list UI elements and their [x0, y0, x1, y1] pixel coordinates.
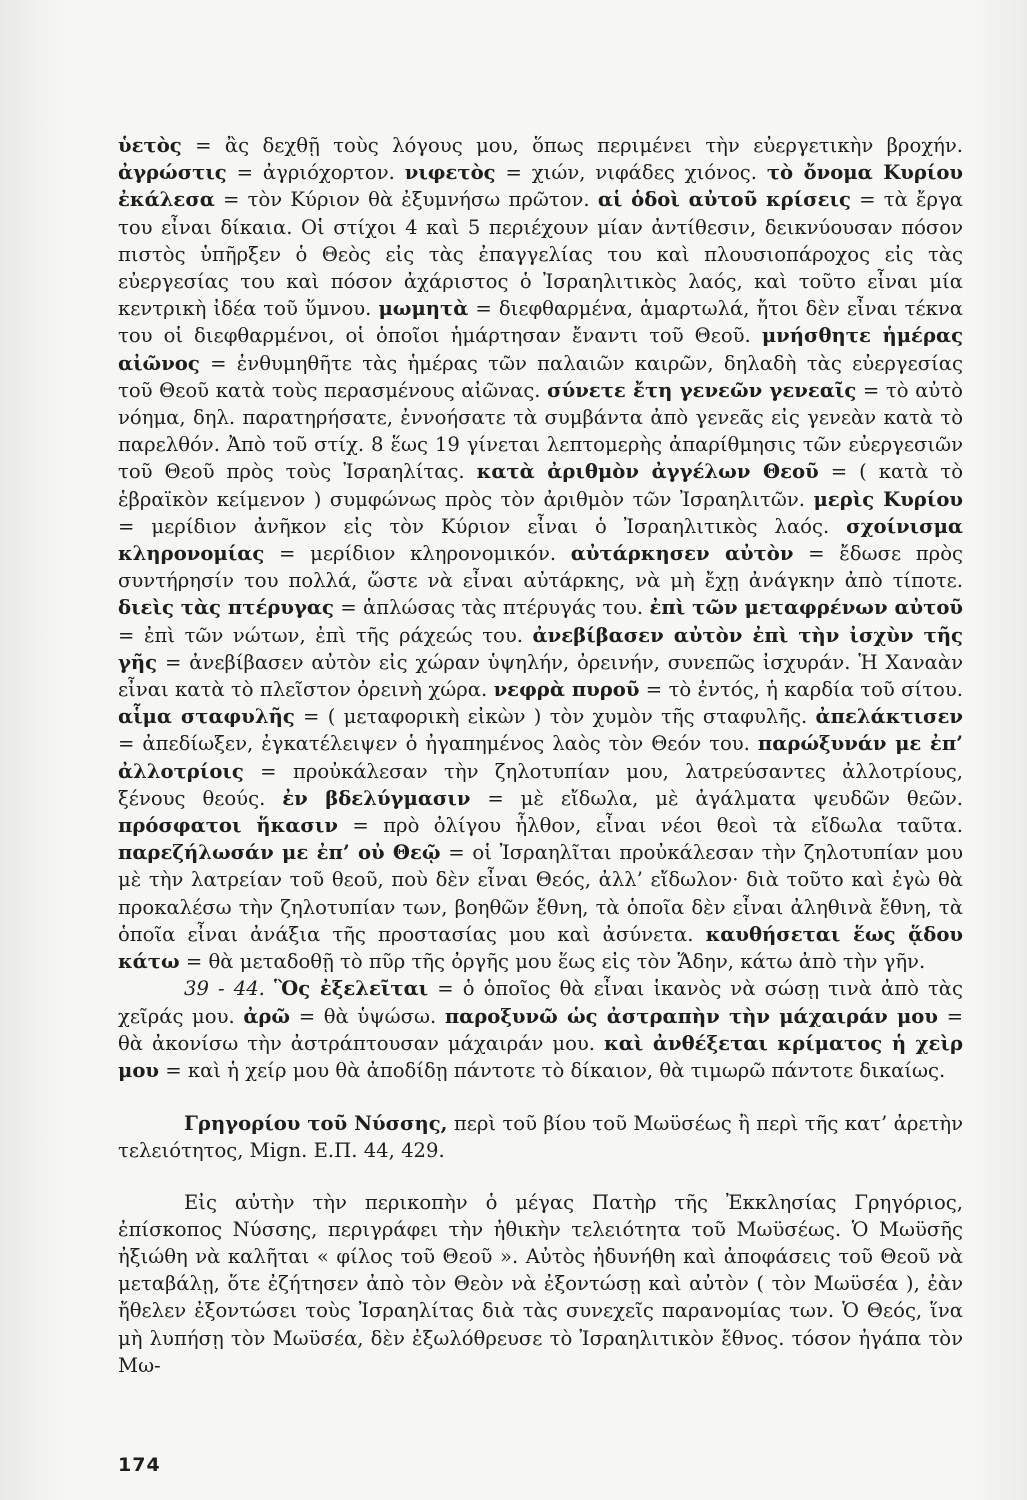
bold-lemma: διεὶς τὰς πτέρυγας: [118, 596, 334, 620]
bold-lemma: ὑετὸς: [118, 134, 182, 157]
bold-lemma: ἐπὶ τῶν μεταφρένων αὐτοῦ: [649, 596, 963, 620]
text-run: = χιών, νιφάδες χιόνος.: [495, 161, 767, 185]
bold-lemma: ἀνεβίβασεν αὐτὸν ἐπὶ τὴν ἰσχὺν τῆς γῆς: [118, 623, 963, 674]
bold-lemma: κατὰ ἀριθμὸν ἀγγέλων Θεοῦ: [476, 460, 819, 484]
bold-lemma: παροξυνῶ ὡς ἀστραπὴν τὴν μάχαιράν μου: [444, 1004, 938, 1028]
page-number: 174: [118, 1454, 161, 1476]
bold-lemma: νεφρὰ πυροῦ: [493, 678, 640, 702]
bold-lemma: Γρηγορίου τοῦ Νύσσης,: [184, 1112, 448, 1136]
text-run: = θὰ ἀκονίσω τὴν ἀστράπτουσαν μάχαιράν μου.: [118, 1004, 964, 1055]
text-run: = ἔδωσε πρὸς συντήρησίν του πολλά, ὥστε νὰ εἶναι αὐτάρκης, νὰ μὴ ἔχῃ ἀνάγκην ἀπὸ τίποτε.: [118, 542, 963, 593]
bold-lemma: καυθήσεται ἕως ᾅδου κάτω: [118, 922, 963, 974]
commentary-paragraph: [118, 132, 963, 975]
bold-lemma: τὸ ὄνομα Κυρίου ἐκάλεσα: [118, 161, 963, 212]
bold-lemma: αἷμα σταφυλῆς: [118, 705, 295, 729]
text-run: = ἀπεδίωξεν, ἐγκατέλειψεν ὁ ἠγαπημένος λαὸς τὸν Θεόν του.: [118, 732, 758, 756]
bold-lemma: ἀπελάκτισεν: [815, 705, 963, 729]
text-run: = ἐνθυμηθῆτε τὰς ἡμέρας τῶν παλαιῶν καιρῶν, δηλαδὴ τὰς εὐεργεσίας τοῦ Θεοῦ κατὰ τοὺς περασμένους αἰῶνας.: [118, 351, 963, 402]
bold-lemma: μνήσθητε ἡμέρας αἰῶνος: [118, 324, 963, 375]
bold-lemma: ἀγρώστις: [118, 161, 227, 185]
text-run: = τὸ αὐτὸ νόημα, δηλ. παρατηρήσατε, ἐννοήσατε τὰ συμβάντα ἀπὸ γενεᾶς εἰς γενεὰν κατὰ τὸ παρελθόν. Ἀπὸ τοῦ στίχ. 8 ἕως 19 γίνεται λεπτομερὴς ἀπαρίθμησις τῶν εὐεργεσιῶν τοῦ Θεοῦ πρὸς τοὺς Ἰσραηλίτας.: [118, 378, 963, 484]
verses-39-44-paragraph: [118, 975, 963, 1084]
bold-lemma: πρόσφατοι ἥκασιν: [118, 814, 338, 838]
bold-lemma: παρεζήλωσάν με ἐπ’ οὐ Θεῷ: [118, 841, 441, 865]
text-run: = μερίδιον κληρονομικόν.: [264, 542, 571, 566]
text-run: = τὸ ἐντός, ἡ καρδία τοῦ σίτου.: [639, 678, 963, 702]
text-run: = ἀγριόχορτον.: [226, 161, 405, 185]
text-run: = προὐκάλεσαν τὴν ζηλοτυπίαν μου, λατρεύσαντες ἀλλοτρίους, ξένους θεούς.: [118, 759, 963, 810]
text-run: = διεφθαρμένα, ἁμαρτωλά, ἤτοι δὲν εἶναι τέκνα του οἱ διεφθαρμένοι, οἱ ὁποῖοι ἡμάρτησαν ἔναντι τοῦ Θεοῦ.: [118, 297, 963, 348]
bold-lemma: αὐτάρκησεν αὐτὸν: [570, 542, 794, 566]
text-run: = τὸν Κύριον θὰ ἐξυμνήσω πρῶτον.: [214, 188, 598, 212]
bold-lemma: νιφετὸς: [404, 161, 496, 185]
text-run: = θὰ ὑψώσω.: [290, 1004, 445, 1028]
bold-lemma: σχοίνισμα κληρονομίας: [118, 514, 963, 566]
text-run: = τὰ ἔργα του εἶναι δίκαια. Οἱ στίχοι 4 καὶ 5 περιέχουν μίαν ἀντίθεσιν, δεικνύουσαν πόσον πιστὸς ὑπῆρξεν ὁ Θεὸς εἰς τὰς ἐπαγγελίας του καὶ πλουσιοπάροχος εἰς τὰς εὐεργεσίας του καὶ πόσον ἀχάριστος ὁ Ἰσραηλιτικὸς λαός, καὶ τοῦτο εἶναι μία κεντρικὴ ἰδέα τοῦ ὕμνου.: [118, 188, 963, 321]
bold-lemma: καὶ ἀνθέξεται κρίματος ἡ χεὶρ μου: [118, 1031, 963, 1082]
text-run: 39 - 44.: [184, 977, 274, 1001]
text-run: = πρὸ ὀλίγου ἦλθον, εἶναι νέοι θεοὶ τὰ εἴδωλα ταῦτα.: [337, 814, 963, 838]
text-run: = ( κατὰ τὸ ἑβραϊκὸν κείμενον ) συμφώνως πρὸς τὸν ἀριθμὸν τῶν Ἰσραηλιτῶν.: [118, 460, 963, 511]
bold-lemma: αἱ ὁδοὶ αὐτοῦ κρίσεις: [597, 188, 851, 212]
spacer: [118, 1084, 963, 1110]
reference-paragraph: [118, 1110, 963, 1164]
bold-lemma: μωμητὰ: [378, 297, 469, 321]
bold-lemma: Ὃς ἐξελεῖται: [273, 977, 429, 1001]
text-run: = ( μεταφορικὴ εἰκὼν ) τὸν χυμὸν τῆς σταφυλῆς.: [294, 705, 816, 729]
bold-lemma: παρώξυνάν με ἐπ’ ἀλλοτρίοις: [118, 732, 964, 783]
text-run: Εἰς αὐτὴν τὴν περικοπὴν ὁ μέγας Πατὴρ τῆς Ἐκκλησίας Γρηγόριος, ἐπίσκοπος Νύσσης, περιγράφει τὴν ἠθικὴν τελειότητα τοῦ Μωϋσέως. Ὁ Μωϋσῆς ἠξιώθη νὰ καλῆται « φίλος τοῦ Θεοῦ ». Αὐτὸς ἠδυνήθη καὶ ἀποφάσεις τοῦ Θεοῦ νὰ μεταβάλῃ, ὅτε ἐζήτησεν ἀπὸ τὸν Θεὸν νὰ ἐξοντώσῃ καὶ αὐτὸν ( τὸν Μωϋσέα ), ἐὰν ἤθελεν ἐξοντώσει τοὺς Ἰσραηλίτας διὰ τὰς συνεχεῖς παρανομίας των. Ὁ Θεός, ἵνα μὴ λυπήσῃ τὸν Μωϋσέα, δὲν ἐξωλόθρευσε τὸ Ἰσραηλιτικὸν ἔθνος. τόσον ἠγάπα τὸν Μω-: [118, 1190, 963, 1377]
text-run: = μερίδιον ἀνῆκον εἰς τὸν Κύριον εἶναι ὁ Ἰσραηλιτικὸς λαός.: [118, 514, 847, 538]
text-run: = καὶ ἡ χείρ μου θὰ ἀποδίδῃ πάντοτε τὸ δίκαιον, θὰ τιμωρῶ πάντοτε δικαίως.: [159, 1058, 946, 1082]
spacer: [118, 1165, 963, 1189]
text-run: = οἱ Ἰσραηλῖται προὐκάλεσαν τὴν ζηλοτυπίαν μου μὲ τὴν λατρείαν τοῦ θεοῦ, ποὺ δὲν εἶναι Θεός, ἀλλ’ εἴδωλον· διὰ τοῦτο καὶ ἐγὼ θὰ προκαλέσω τὴν ζηλοτυπίαν των, βοηθῶν ἔθνη, τὰ ὁποῖα δὲν εἶναι ἀληθινὰ ἔθνη, τὰ ὁποῖα εἶναι ἀνάξια τῆς προστασίας μου καὶ ἀσύνετα.: [118, 841, 963, 946]
text-run: = ὁ ὁποῖος θὰ εἶναι ἱκανὸς νὰ σώσῃ τινὰ ἀπὸ τὰς χεῖράς μου.: [118, 977, 963, 1028]
text-run: = ἁπλώσας τὰς πτέρυγάς του.: [333, 596, 650, 620]
text-body: [118, 132, 963, 1379]
text-run: = θὰ μεταδοθῇ τὸ πῦρ τῆς ὀργῆς μου ἕως εἰς τὸν Ἅδην, κάτω ἀπὸ τὴν γῆν.: [179, 950, 926, 974]
text-run: = ἐπὶ τῶν νώτων, ἐπὶ τῆς ράχεώς του.: [118, 623, 533, 647]
bold-lemma: ἐν βδελύγμασιν: [282, 786, 471, 810]
bold-lemma: ἀρῶ: [243, 1004, 291, 1028]
text-run: = ἀνεβίβασεν αὐτὸν εἰς χώραν ὑψηλήν, ὀρεινήν, συνεπῶς ἰσχυράν. Ἡ Χαναὰν εἶναι κατὰ τὸ πλεῖστον ὀρεινὴ χώρα.: [118, 650, 963, 702]
text-run: = μὲ εἴδωλα, μὲ ἀγάλματα ψευδῶν θεῶν.: [470, 786, 963, 810]
text-run: = ἂς δεχθῇ τοὺς λόγους μου, ὅπως περιμένει τὴν εὐεργετικὴν βροχήν.: [181, 134, 963, 157]
bold-lemma: σύνετε ἔτη γενεῶν γενεαῖς: [547, 378, 857, 402]
bold-lemma: μερὶς Κυρίου: [813, 487, 963, 511]
text-run: περὶ τοῦ βίου τοῦ Μωϋσέως ἢ περὶ τῆς κατ’ ἀρετὴν τελειότητος, Mign. Ε.Π. 44, 429.: [118, 1112, 963, 1163]
gregory-intro-paragraph: [118, 1189, 963, 1379]
